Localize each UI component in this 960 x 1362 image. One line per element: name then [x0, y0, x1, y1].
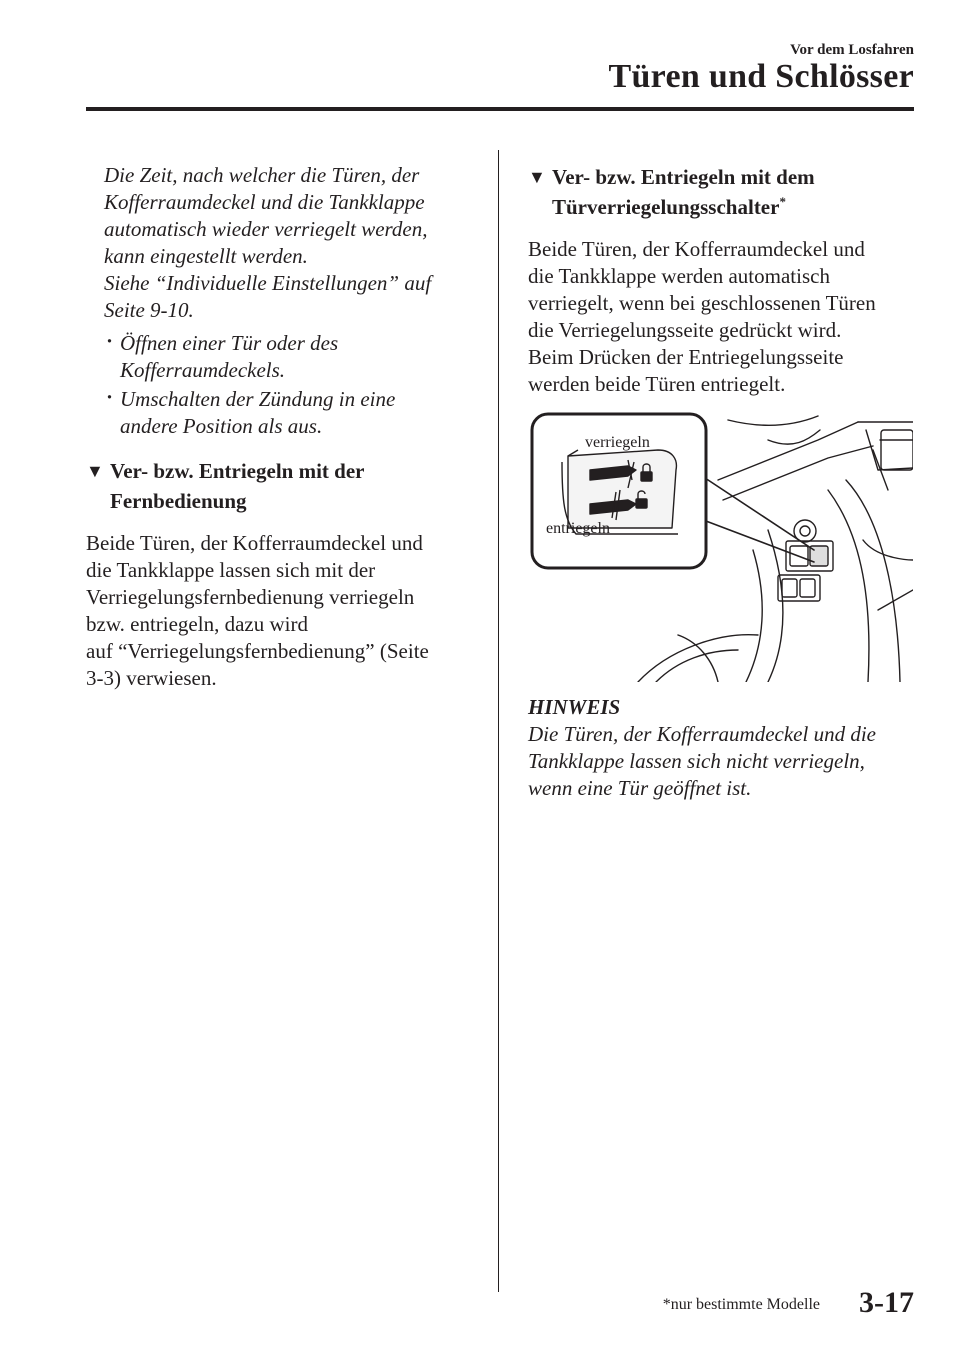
body-line: Beide Türen, der Kofferraumdeckel und [528, 237, 865, 261]
note-title: HINWEIS [528, 695, 621, 719]
body-line: Beim Drücken der Entriegelungsseite [528, 345, 844, 369]
condition-list [86, 330, 481, 440]
heading-line: Ver- bzw. Entriegeln mit der [110, 459, 365, 483]
list-item [120, 386, 481, 440]
page-number: 3-17 [859, 1286, 914, 1319]
intro-line: kann eingestellt werden. [104, 244, 308, 268]
heading-line: Ver- bzw. Entriegeln mit dem [552, 165, 815, 189]
body-line: Beide Türen, der Kofferraumdeckel und [86, 531, 423, 555]
intro-line: Siehe “Individuelle Einstellungen” auf [104, 271, 432, 295]
header-section-title: Vor dem Losfahren [790, 42, 914, 58]
list-item [120, 330, 481, 384]
section-heading-remote [86, 456, 481, 516]
body-line: Verriegelungsfernbedienung verriegeln [86, 585, 415, 609]
body-line: verriegelt, wenn bei geschlossenen Türen [528, 291, 876, 315]
list-item-line: andere Position als aus. [120, 414, 323, 438]
triangle-marker-icon: ▼ [86, 461, 104, 481]
right-column [528, 162, 923, 802]
unlock-label: entriegeln [546, 520, 610, 537]
column-divider [498, 150, 499, 1292]
note-line: wenn eine Tür geöffnet ist. [528, 776, 752, 800]
body-line: die Verriegelungsseite gedrückt wird. [528, 318, 842, 342]
intro-line: Seite 9-10. [104, 298, 194, 322]
lock-label: verriegeln [585, 434, 650, 451]
body-line: bzw. entriegeln, dazu wird [86, 612, 308, 636]
note-line: Die Türen, der Kofferraumdeckel und die [528, 722, 876, 746]
note-paragraph [528, 721, 923, 802]
list-item-line: · Umschalten der Zündung in eine [120, 387, 396, 411]
header-rule [86, 107, 914, 111]
body-line: werden beide Türen entriegelt. [528, 372, 786, 396]
switch-paragraph [528, 236, 923, 398]
triangle-marker-icon: ▼ [528, 167, 546, 187]
footnote: *nur bestimmte Modelle [662, 1296, 820, 1313]
heading-line: Fernbedienung [110, 489, 247, 513]
body-line: 3-3) verwiesen. [86, 666, 217, 690]
intro-line: Die Zeit, nach welcher die Türen, der [104, 163, 420, 187]
section-heading-switch [528, 162, 923, 222]
intro-paragraph [86, 162, 481, 324]
body-line: die Tankklappe werden automatisch [528, 264, 830, 288]
body-line: auf “Verriegelungsfernbedienung” (Seite [86, 639, 429, 663]
footnote-mark: * [779, 194, 786, 209]
page-title: Türen und Schlösser [608, 58, 914, 95]
note-line: Tankklappe lassen sich nicht verriegeln, [528, 749, 865, 773]
body-line: die Tankklappe lassen sich mit der [86, 558, 376, 582]
list-item-line: · Öffnen einer Tür oder des [120, 331, 339, 355]
left-column [86, 162, 481, 692]
intro-line: Kofferraumdeckel und die Tankklappe [104, 190, 425, 214]
heading-text: Türverriegelungsschalter [552, 195, 780, 219]
door-lock-switch-illustration [528, 410, 913, 682]
intro-line: automatisch wieder verriegelt werden, [104, 217, 428, 241]
list-item-line: Kofferraumdeckels. [120, 358, 286, 382]
remote-paragraph [86, 530, 481, 692]
heading-line [552, 192, 923, 222]
